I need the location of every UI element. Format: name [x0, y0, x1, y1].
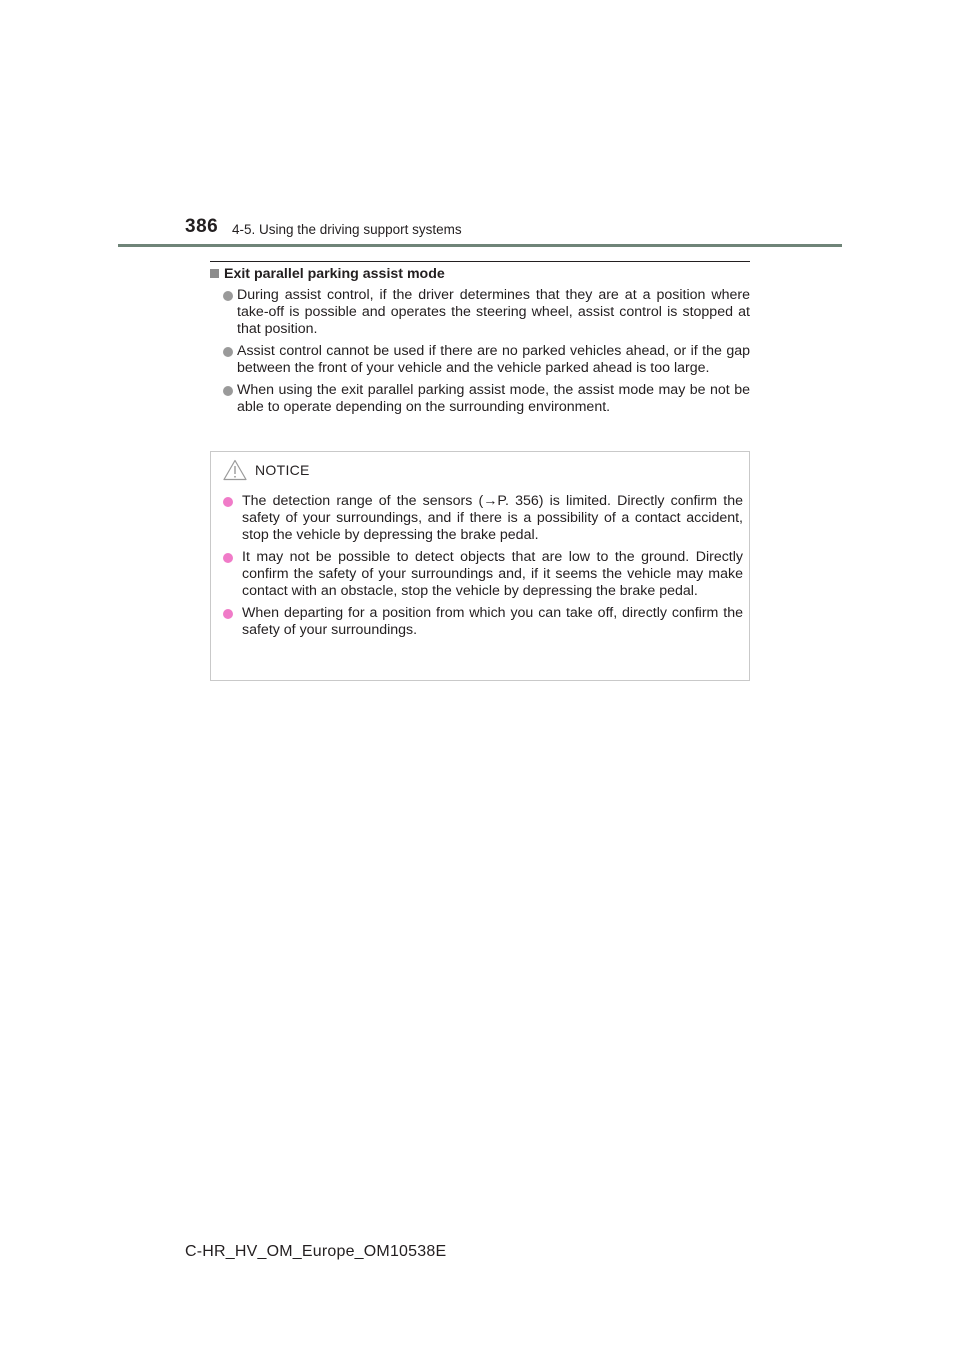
section-title: 4-5. Using the driving support systems — [232, 222, 462, 237]
notice-box — [210, 451, 750, 681]
list-item — [223, 605, 743, 639]
subsection-rule — [210, 261, 750, 262]
bullet-dot-icon — [223, 497, 233, 507]
list-item — [210, 343, 750, 377]
subsection-heading — [210, 266, 750, 283]
list-item — [223, 549, 743, 600]
bullet-dot-icon — [223, 291, 233, 301]
list-item-text: During assist control, if the driver determines that they are at a position where take-off is possible and operates the steering wheel, assist control is stopped at that position. — [237, 287, 750, 337]
warning-triangle-icon — [223, 459, 247, 481]
header-rule — [118, 244, 842, 247]
subsection-title: Exit parallel parking assist mode — [224, 266, 445, 282]
notice-header — [223, 458, 310, 482]
notice-label: NOTICE — [255, 462, 310, 478]
list-item — [210, 382, 750, 416]
square-bullet-icon — [210, 269, 219, 278]
list-item-text: When using the exit parallel parking assist mode, the assist mode may be not be able to operate depending on the surrounding environment. — [237, 382, 750, 415]
page-number: 386 — [185, 216, 219, 237]
list-item-text: Assist control cannot be used if there are no parked vehicles ahead, or if the gap between the front of your vehicle and the vehicle parked ahead is too large. — [237, 343, 750, 376]
list-item — [210, 287, 750, 338]
list-item-text: The detection range of the sensors (→P. 356) is limited. Directly confirm the safety of your surroundings, and if there is a possibility of a contact accident, stop the vehicle by depressing the brake pedal. — [242, 493, 743, 543]
notice-body — [223, 493, 743, 644]
list-item-text: It may not be possible to detect objects that are low to the ground. Directly confirm the safety of your surroundings and, if it seems the vehicle may make contact with an obstacle, stop the vehicle by depressing the brake pedal. — [242, 549, 743, 599]
subsection — [210, 266, 750, 421]
bullet-dot-icon — [223, 553, 233, 563]
list-item-text: When departing for a position from which you can take off, directly confirm the safety of your surroundings. — [242, 605, 743, 638]
document-code: C-HR_HV_OM_Europe_OM10538E — [185, 1243, 447, 1260]
bullet-dot-icon — [223, 609, 233, 619]
list-item — [223, 493, 743, 544]
bullet-dot-icon — [223, 386, 233, 396]
bullet-dot-icon — [223, 347, 233, 357]
